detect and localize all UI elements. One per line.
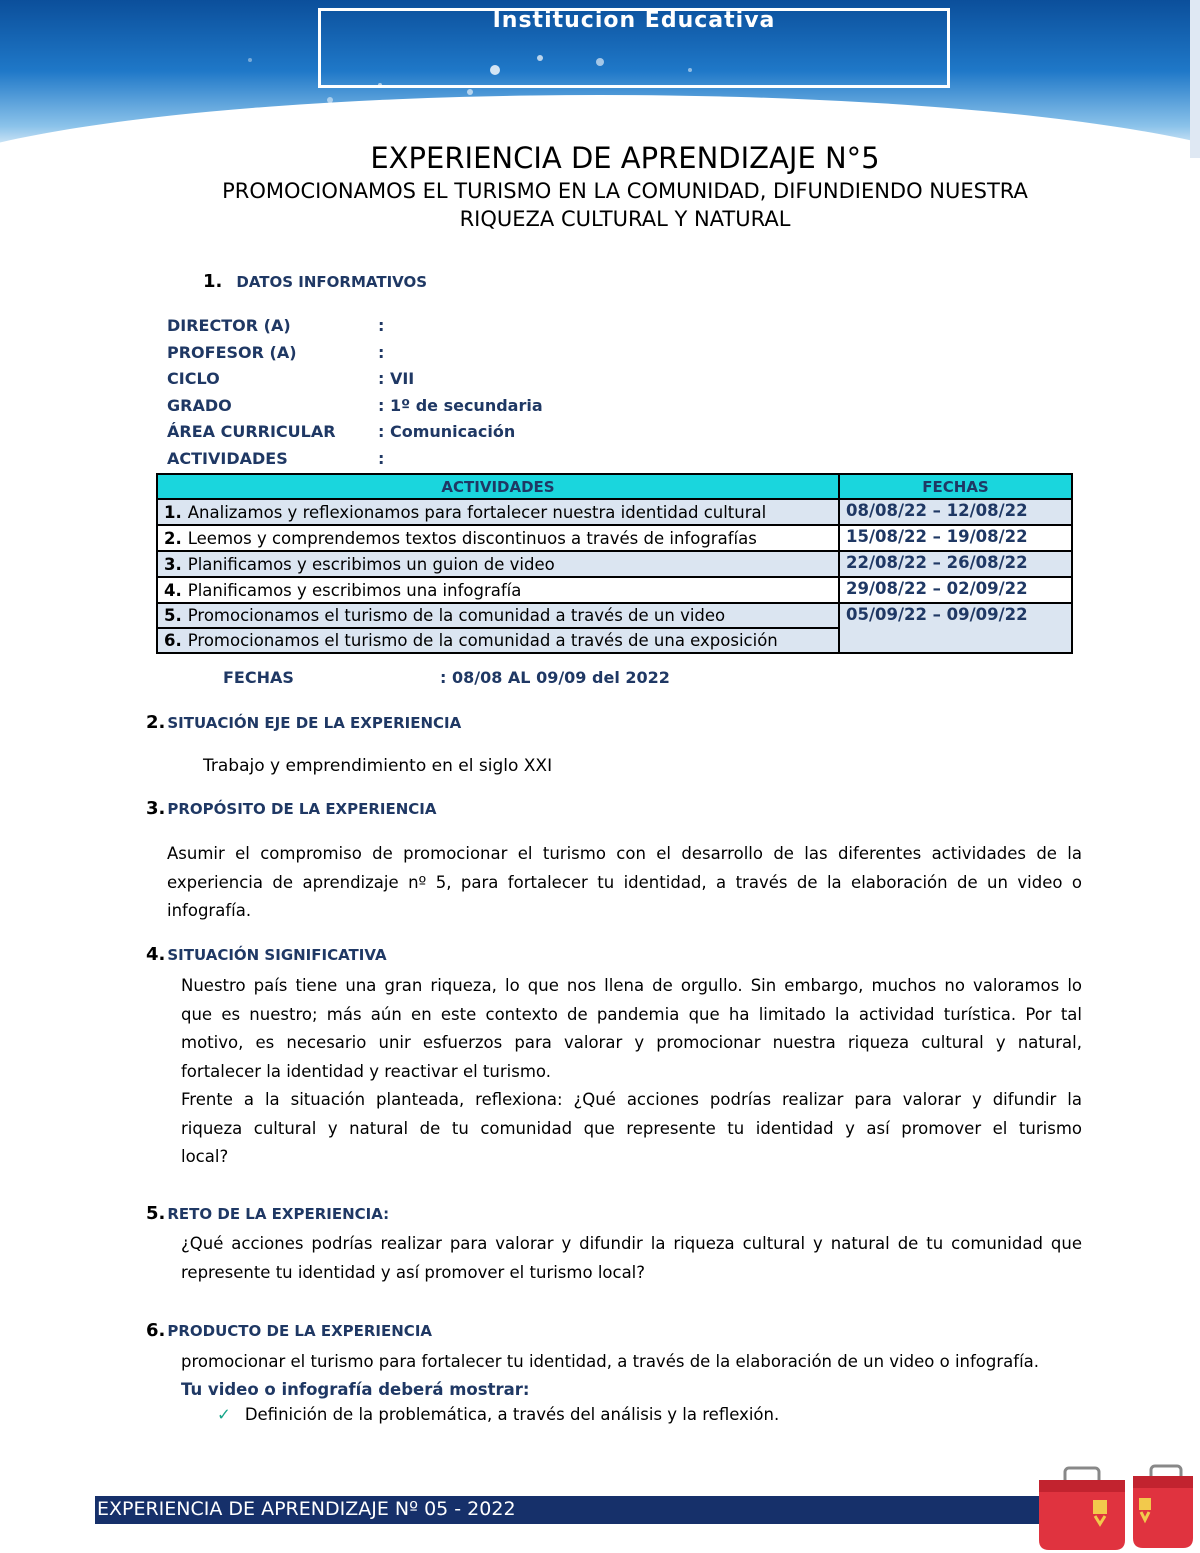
- check-item-text: Definición de la problemática, a través del análisis y la reflexión.: [244, 1405, 780, 1424]
- section-2-text: Trabajo y emprendimiento en el siglo XXI: [203, 756, 553, 776]
- table-row: [157, 499, 1072, 525]
- activity-date: 22/08/22 – 26/08/22: [839, 551, 1072, 577]
- activity-text: Promocionamos el turismo de la comunidad a través de una exposición: [187, 631, 778, 650]
- banner-edge: [1190, 0, 1200, 158]
- section-6-text: promocionar el turismo para fortalecer tu identidad, a través de la elaboración de un video o infografía.: [181, 1352, 1040, 1371]
- paragraph-line: fortalecer la identidad y reactivar el turismo.: [181, 1061, 551, 1081]
- footer-text: EXPERIENCIA DE APRENDIZAJE Nº 05 - 2022: [97, 1498, 516, 1520]
- subtitle-line-1: PROMOCIONAMOS EL TURISMO EN LA COMUNIDAD, DIFUNDIENDO NUESTRA: [222, 179, 1028, 203]
- column-header-dates: FECHAS: [839, 474, 1072, 499]
- info-value: :: [378, 448, 385, 468]
- section-number: 2.: [146, 712, 166, 733]
- paragraph-line: infografía.: [167, 901, 252, 920]
- table-row: [157, 603, 1072, 628]
- paragraph-line: motivo, es necesario unir esfuerzos para valorar y promocionar nuestra riqueza cultural y natural,: [181, 1033, 1082, 1052]
- section-5-paragraph: [181, 1230, 1082, 1287]
- section-title: PRODUCTO DE LA EXPERIENCIA: [167, 1322, 433, 1340]
- section-number: 5.: [146, 1203, 166, 1224]
- activity-number: 2.: [164, 528, 182, 548]
- section-1-heading: [203, 271, 427, 292]
- section-title: PROPÓSITO DE LA EXPERIENCIA: [167, 800, 437, 818]
- section-1-number: 1.: [203, 271, 223, 292]
- section-3-paragraph: [167, 840, 1082, 926]
- section-number: 4.: [146, 944, 166, 965]
- info-label: ACTIVIDADES: [167, 448, 288, 468]
- activity-date: 15/08/22 – 19/08/22: [839, 525, 1072, 551]
- section-number: 3.: [146, 798, 166, 819]
- paragraph-line: Frente a la situación planteada, reflexiona: ¿Qué acciones podrías realizar para valorar y difundir la: [181, 1090, 1082, 1109]
- paragraph-line: local?: [181, 1147, 229, 1166]
- paragraph-line: Asumir el compromiso de promocionar el turismo con el desarrollo de las diferentes actividades de la: [167, 844, 1082, 863]
- activity-cell: [157, 525, 839, 551]
- document-subtitle: [100, 177, 1150, 233]
- paragraph-line: Nuestro país tiene una gran riqueza, lo que nos llena de orgullo. Sin embargo, muchos no valoramos lo: [181, 976, 1082, 995]
- paragraph-line: represente tu identidad y así promover el turismo local?: [181, 1262, 646, 1282]
- table-row: [157, 525, 1072, 551]
- institution-name: Institucion Educativa: [492, 8, 776, 33]
- section-title: SITUACIÓN SIGNIFICATIVA: [167, 946, 387, 964]
- activity-cell: [157, 603, 839, 628]
- info-value: : VII: [378, 369, 415, 388]
- table-row: [157, 551, 1072, 577]
- section-2-heading: [146, 712, 461, 733]
- activity-text: Analizamos y reflexionamos para fortalecer nuestra identidad cultural: [187, 502, 767, 522]
- section-6-heading: [146, 1320, 432, 1341]
- info-value: :: [378, 316, 385, 335]
- info-label: GRADO: [167, 395, 232, 415]
- subtitle-line-2: RIQUEZA CULTURAL Y NATURAL: [459, 207, 791, 231]
- document-title: EXPERIENCIA DE APRENDIZAJE N°5: [370, 141, 880, 175]
- info-value: :: [378, 342, 385, 362]
- activity-number: 4.: [164, 580, 182, 600]
- briefcase-icon: [1133, 1466, 1193, 1548]
- activity-date: 29/08/22 – 02/09/22: [839, 577, 1072, 603]
- section-4-paragraph: [181, 972, 1082, 1172]
- activity-number: 5.: [164, 606, 182, 625]
- info-label: PROFESOR (A): [167, 342, 297, 362]
- activity-date: 05/09/22 – 09/09/22: [839, 603, 1072, 653]
- activity-text: Leemos y comprendemos textos discontinuos a través de infografías: [187, 528, 757, 548]
- activity-cell: [157, 499, 839, 525]
- activity-text: Promocionamos el turismo de la comunidad a través de un video: [187, 606, 726, 625]
- section-3-heading: [146, 798, 437, 819]
- checkmark-icon: ✓: [217, 1405, 231, 1424]
- section-6-subheading: Tu video o infografía deberá mostrar:: [181, 1380, 530, 1399]
- fechas-value: : 08/08 AL 09/09 del 2022: [440, 668, 670, 687]
- column-header-activities: ACTIVIDADES: [157, 474, 839, 499]
- section-1-title: DATOS INFORMATIVOS: [236, 273, 428, 291]
- briefcase-icon: [1039, 1468, 1125, 1550]
- briefcase-icons: [1035, 1462, 1195, 1553]
- table-row: [157, 577, 1072, 603]
- activity-date: 08/08/22 – 12/08/22: [839, 499, 1072, 525]
- info-label: DIRECTOR (A): [167, 316, 291, 335]
- section-4-heading: [146, 944, 387, 965]
- paragraph-line: que es nuestro; más aún en este contexto de pandemia que ha limitado la actividad turística. Por tal: [181, 1004, 1082, 1024]
- paragraph-line: riqueza cultural y natural de tu comunidad que represente tu identidad y así promover el turismo: [181, 1118, 1082, 1138]
- activity-text: Planificamos y escribimos una infografía: [187, 580, 522, 600]
- paragraph-line: experiencia de aprendizaje nº 5, para fortalecer tu identidad, a través de la elaboración de un video o: [167, 872, 1082, 892]
- section-title: SITUACIÓN EJE DE LA EXPERIENCIA: [167, 714, 462, 732]
- activity-text: Planificamos y escribimos un guion de video: [187, 554, 555, 574]
- info-label: ÁREA CURRICULAR: [167, 422, 336, 441]
- activity-number: 6.: [164, 631, 182, 650]
- info-value: : Comunicación: [378, 422, 516, 441]
- info-label: CICLO: [167, 369, 220, 388]
- activities-table: [156, 473, 1073, 654]
- activity-cell: [157, 577, 839, 603]
- activity-number: 1.: [164, 502, 182, 522]
- activity-cell: [157, 628, 839, 653]
- section-title: RETO DE LA EXPERIENCIA:: [167, 1205, 390, 1223]
- fechas-label: FECHAS: [223, 668, 294, 687]
- paragraph-line: ¿Qué acciones podrías realizar para valorar y difundir la riqueza cultural y natural de tu comunidad que: [181, 1234, 1082, 1253]
- activity-number: 3.: [164, 554, 182, 574]
- table-header-row: [157, 474, 1072, 499]
- info-value: : 1º de secundaria: [378, 395, 543, 415]
- section-number: 6.: [146, 1320, 166, 1341]
- activity-cell: [157, 551, 839, 577]
- section-5-heading: [146, 1203, 389, 1224]
- check-item: [217, 1405, 779, 1424]
